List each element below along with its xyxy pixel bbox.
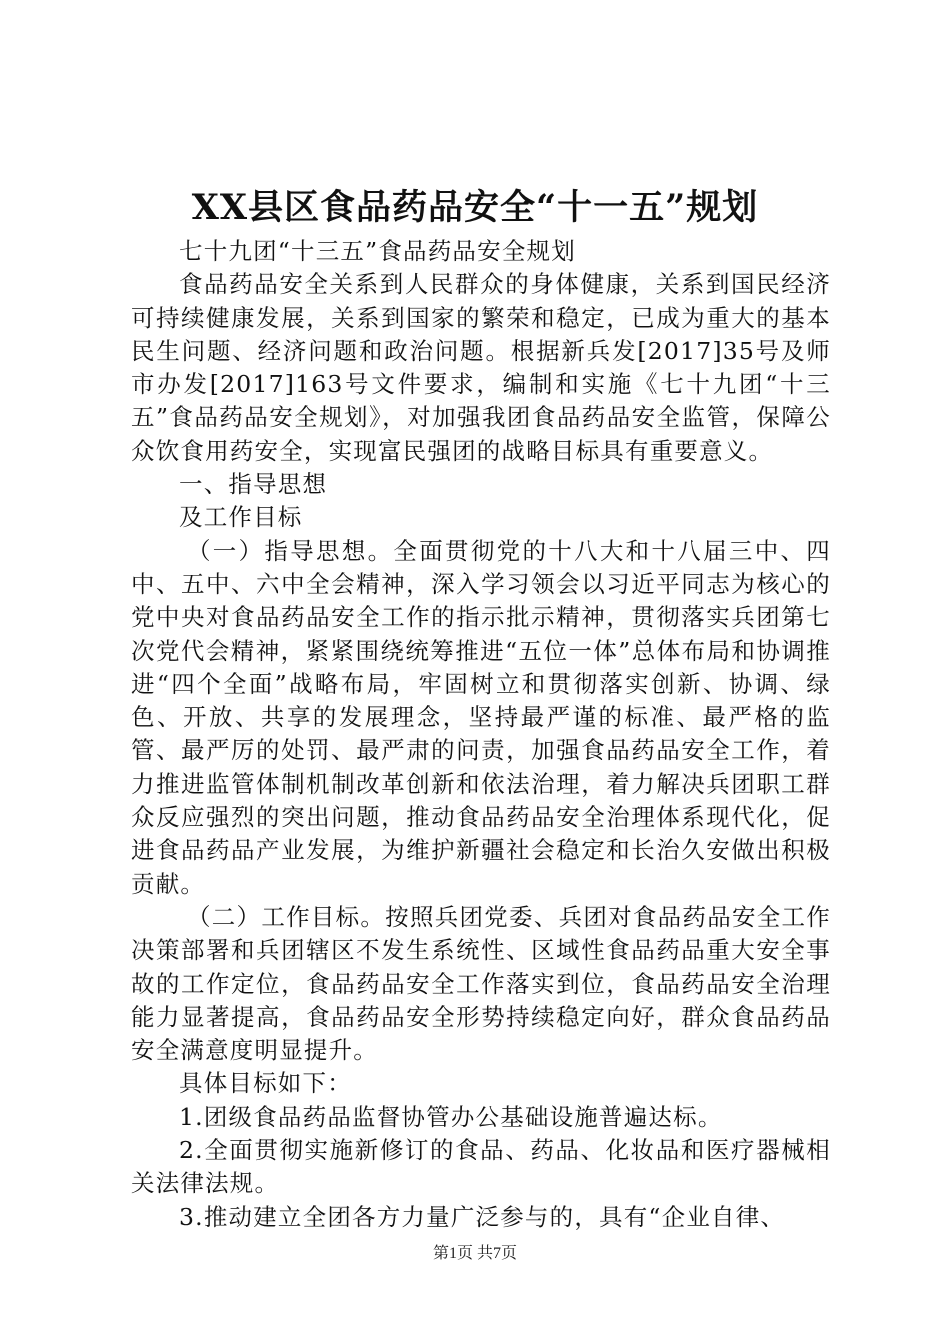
section-heading: 一、指导思想	[179, 470, 328, 499]
goal-item-2: 2.全面贯彻实施新修订的食品、药品、化妆品和医疗器械相关法律法规。	[131, 1136, 831, 1198]
goal-item-3: 3.推动建立全团各方力量广泛参与的，具有“企业自律、	[179, 1202, 786, 1231]
document-title: XX县区食品药品安全“十一五”规划	[191, 187, 759, 228]
goal-item-1: 1.团级食品药品监督协管办公基础设施普遍达标。	[179, 1102, 723, 1131]
guiding-thought-paragraph: （一）指导思想。全面贯彻党的十八大和十八届三中、四中、五中、六中全会精神，深入学习领会以习近平同志为核心的党中央对食品药品安全工作的指示批示精神，贯彻落实兵团第七次党代会精神，紧紧围绕统筹推进“五位一体”总体布局和协调推进“四个全面”战略布局，牢固树立和贯彻落实创新、协调、绿色、开放、共享的发展理念，坚持最严谨的标准、最严格的监管、最严厉的处罚、最严肃的问责，加强食品药品安全工作，着力推进监管体制机制改革创新和依法治理，着力解决兵团职工群众反应强烈的突出问题，推动食品药品安全治理体系现代化，促进食品药品产业发展，为维护新疆社会稳定和长治久安做出积极贡献。	[131, 536, 831, 898]
document-body	[131, 235, 831, 1234]
work-goal-paragraph: （二）工作目标。按照兵团党委、兵团对食品药品安全工作决策部署和兵团辖区不发生系统性、区域性食品药品重大安全事故的工作定位，食品药品安全工作落实到位，食品药品安全治理能力显著提高，食品药品安全形势持续稳定向好，群众食品药品安全满意度明显提升。	[131, 902, 831, 1065]
subtitle-paragraph: 七十九团“十三五”食品药品安全规划	[179, 237, 576, 265]
section-heading-continued: 及工作目标	[179, 503, 303, 532]
intro-paragraph: 食品药品安全关系到人民群众的身体健康，关系到国民经济可持续健康发展，关系到国家的繁荣和稳定，已成为重大的基本民生问题、经济问题和政治问题。根据新兵发[2017]35号及师市办发[2017]163号文件要求，编制和实施《七十九团“十三五”食品药品安全规划》，对加强我团食品药品安全监管，保障公众饮食用药安全，实现富民强团的战略目标具有重要意义。	[131, 270, 831, 465]
specific-goals-heading: 具体目标如下：	[179, 1069, 352, 1098]
page-number-footer: 第1页 共7页	[432, 1245, 517, 1262]
